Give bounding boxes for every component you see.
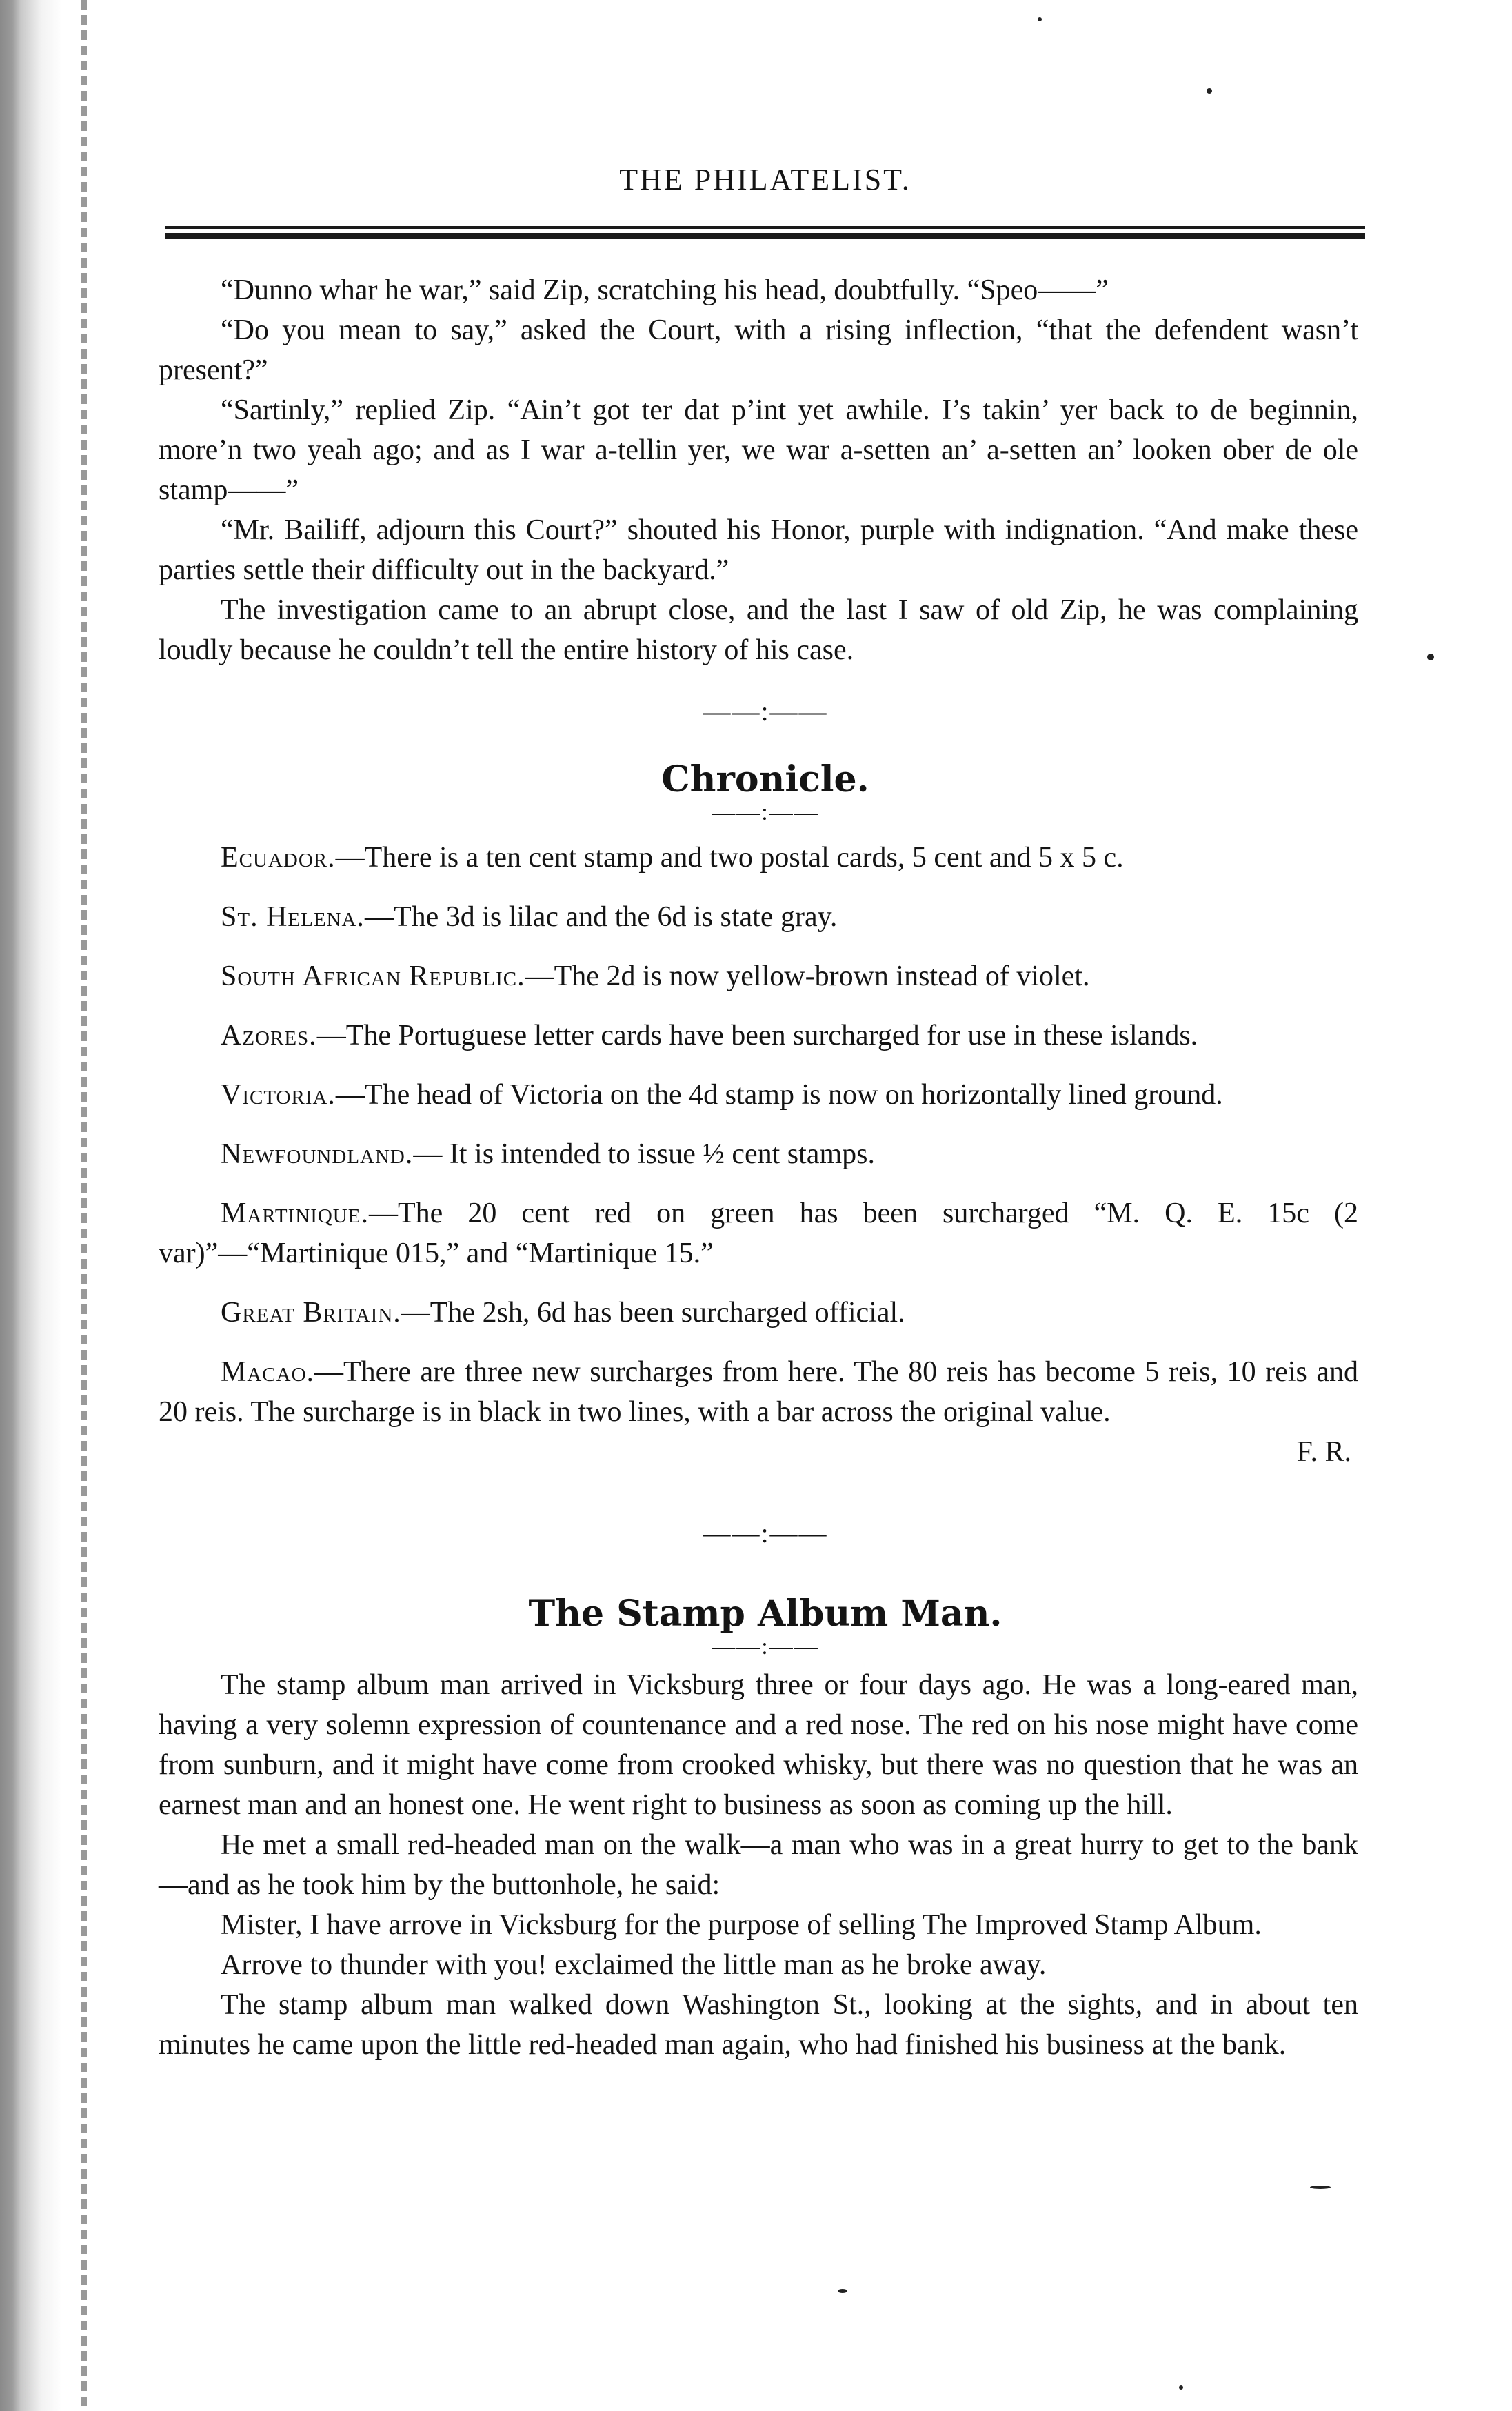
chronicle-place: Azores. [221, 1020, 317, 1051]
chronicle-entry [159, 1075, 1358, 1115]
print-speck [1038, 17, 1042, 21]
album-paragraph: He met a small red-headed man on the walk—a man who was in a great hurry to get to the bank—and as he took him by the buttonhole, he said: [159, 1829, 1358, 1901]
story-paragraph: “Dunno whar he war,” said Zip, scratching his head, doubtfully. “Speo——” [221, 274, 1109, 306]
chronicle-entry [159, 1293, 1358, 1333]
section-separator: ——:—— [703, 1517, 828, 1549]
chronicle-entry [159, 1134, 1358, 1174]
header-rule-thick [165, 233, 1365, 239]
story-paragraph: “Do you mean to say,” asked the Court, with a rising inflection, “that the defendent wasn’t present?” [159, 314, 1358, 386]
album-story-title: The Stamp Album Man. [528, 1593, 1002, 1635]
chronicle-text: —There is a ten cent stamp and two postal cards, 5 cent and 5 x 5 c. [335, 842, 1124, 874]
chronicle-place: Martinique. [221, 1198, 369, 1229]
chronicle-place: Great Britain. [221, 1297, 401, 1329]
story-paragraph: “Mr. Bailiff, adjourn this Court?” shouted his Honor, purple with indignation. “And make these parties settle their difficulty out in the backyard.” [159, 514, 1358, 586]
chronicle-title: Chronicle. [661, 758, 869, 800]
header-rule-thin [165, 226, 1365, 229]
section-separator: ——:—— [703, 696, 828, 727]
chronicle-text: —The Portuguese letter cards have been surcharged for use in these islands. [316, 1020, 1198, 1051]
chronicle-text: —The 2sh, 6d has been surcharged official. [401, 1297, 905, 1329]
print-speck [1427, 654, 1434, 660]
chronicle-entry [159, 1352, 1358, 1432]
chronicle-text: —The 20 cent red on green has been surcharged “M. Q. E. 15c (2 var)”—“Martinique 015,” and “Martinique 15.” [159, 1198, 1358, 1269]
chronicle-entry [159, 956, 1358, 996]
page-header: THE PHILATELIST. [619, 163, 911, 196]
chronicle-signature: F. R. [1296, 1436, 1351, 1468]
chronicle-text: —The 2d is now yellow-brown instead of violet. [525, 960, 1090, 992]
chronicle-place: Newfoundland. [221, 1138, 414, 1170]
page [159, 0, 1372, 2411]
chronicle-place: Victoria. [221, 1079, 336, 1111]
chronicle-text: —There are three new surcharges from here. The 80 reis has become 5 reis, 10 reis and 20 reis. The surcharge is in black in two lines, with a bar across the original value. [159, 1356, 1358, 1428]
chronicle-entry [159, 1193, 1358, 1273]
chronicle-entry [159, 897, 1358, 937]
print-speck [1310, 2186, 1331, 2189]
album-paragraph: Mister, I have arrove in Vicksburg for the purpose of selling The Improved Stamp Album. [221, 1909, 1262, 1941]
album-paragraph: Arrove to thunder with you! exclaimed the little man as he broke away. [221, 1949, 1047, 1981]
binding-stitch [81, 0, 87, 2411]
album-paragraph: The stamp album man arrived in Vicksburg three or four days ago. He was a long-eared man, having a very solemn expression of countenance and a red nose. The red on his nose might have come from sunburn, and it might have come from crooked whisky, but there was no question that he was an earnest man and an honest one. He went right to business as soon as coming up the hill. [159, 1669, 1358, 1821]
title-separator: ——:—— [712, 1634, 819, 1660]
print-speck [1179, 2385, 1183, 2390]
chronicle-text: —The head of Victoria on the 4d stamp is now on horizontally lined ground. [335, 1079, 1223, 1111]
print-speck [838, 2289, 847, 2293]
title-separator: ——:—— [712, 800, 819, 825]
chronicle-place: St. Helena. [221, 901, 365, 933]
chronicle-text: —The 3d is lilac and the 6d is state gray. [364, 901, 838, 933]
story-paragraph: “Sartinly,” replied Zip. “Ain’t got ter dat p’int yet awhile. I’s takin’ yer back to de beginnin, more’n two yeah ago; and as I war a-tellin yer, we war a-setten an’ a-setten an’ looken ober de ole stamp——” [159, 394, 1358, 506]
chronicle-text: — It is intended to issue ½ cent stamps. [413, 1138, 875, 1170]
chronicle-entry [159, 838, 1358, 878]
chronicle-list [159, 838, 1358, 1472]
binding-shadow [0, 0, 83, 2411]
story-ending [159, 270, 1358, 670]
album-story [159, 1665, 1358, 2065]
chronicle-entry [159, 1016, 1358, 1056]
album-paragraph: The stamp album man walked down Washington St., looking at the sights, and in about ten minutes he came upon the little red-headed man again, who had finished his business at the bank. [159, 1989, 1358, 2061]
chronicle-place: Ecuador. [221, 842, 336, 874]
print-speck [1207, 88, 1212, 94]
story-paragraph: The investigation came to an abrupt close, and the last I saw of old Zip, he was complaining loudly because he couldn’t tell the entire history of his case. [159, 594, 1358, 666]
chronicle-place: South African Republic. [221, 960, 525, 992]
chronicle-place: Macao. [221, 1356, 315, 1388]
